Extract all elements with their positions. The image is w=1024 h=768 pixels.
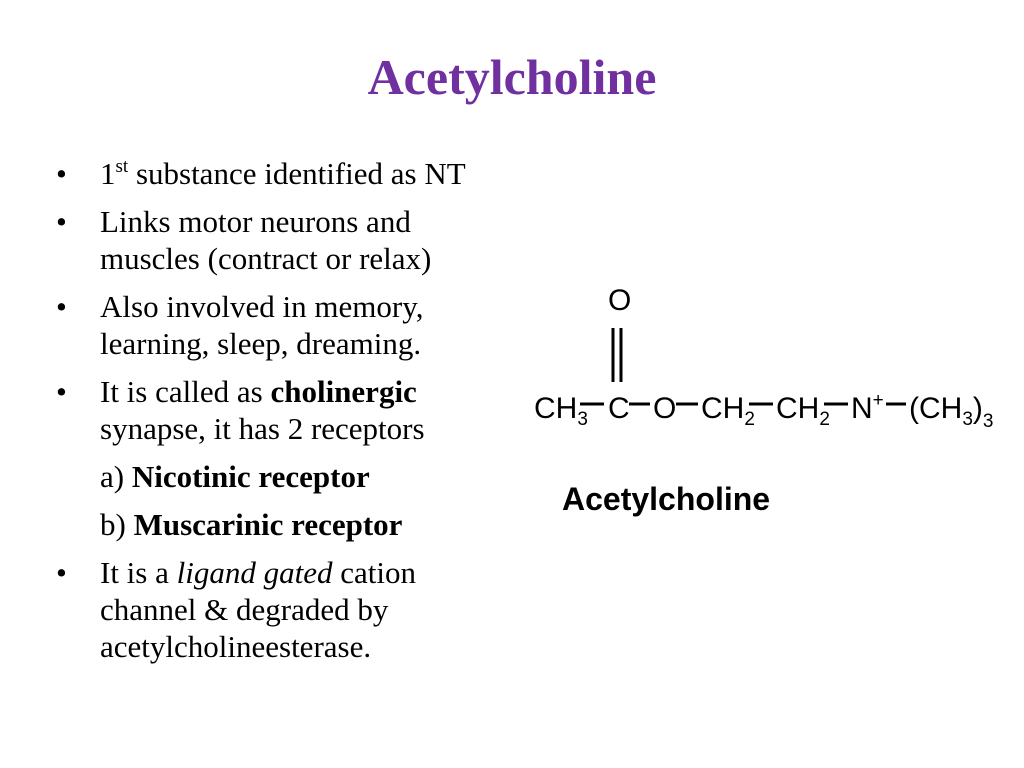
bullet-item [56, 155, 516, 192]
bullet-dot: • [56, 374, 67, 409]
bullet-line: synapse, it has 2 receptors [100, 411, 425, 446]
bullet-line: Also involved in memory, [100, 289, 424, 324]
bullet-text: 1st substance identified as NT [100, 156, 466, 191]
bullet-line: channel & degraded by [100, 592, 389, 627]
structural-formula [534, 284, 993, 432]
bullet-item [56, 203, 516, 277]
bullet-line: learning, sleep, dreaming. [100, 326, 422, 361]
bullet-dot: • [56, 289, 67, 324]
carbonyl-oxygen: O [608, 284, 632, 317]
bullet-item [56, 373, 516, 447]
italic-term: ligand gated [176, 555, 333, 590]
bullet-line: It is a ligand gated cation [100, 555, 416, 590]
trimethyl-group: $(CH_3)_3$ [909, 392, 994, 432]
bullet-line: acetylcholineesterase. [100, 629, 372, 664]
structure-caption: Acetylcholine [562, 481, 771, 517]
bullet-dot: • [56, 156, 67, 191]
methylene-group: $CH_2$ [776, 392, 830, 430]
bullet-line: muscles (contract or relax) [100, 241, 432, 276]
receptor-name: Muscarinic receptor [133, 507, 403, 542]
receptor-name: Nicotinic receptor [131, 459, 370, 494]
carbonyl-carbon: C [608, 392, 630, 425]
bullet-dot: • [56, 555, 67, 590]
bullet-list [56, 155, 516, 676]
quaternary-nitrogen: N+ [851, 390, 884, 425]
bullet-line: It is called as cholinergic [100, 374, 417, 409]
receptor-item-a: a) Nicotinic receptor [100, 459, 370, 494]
bold-term: cholinergic [270, 374, 417, 409]
bullet-item [56, 554, 516, 665]
acetylcholine-structure [530, 282, 994, 532]
bullet-item [56, 288, 516, 362]
bullet-dot: • [56, 204, 67, 239]
methylene-group: $CH_2$ [701, 392, 755, 430]
bullet-line: Links motor neurons and [100, 204, 411, 239]
ester-oxygen: O [653, 392, 677, 425]
slide-title: Acetylcholine [367, 49, 657, 105]
methyl-group: $CH_3$ [534, 392, 588, 430]
receptor-item-b: b) Muscarinic receptor [100, 507, 403, 542]
